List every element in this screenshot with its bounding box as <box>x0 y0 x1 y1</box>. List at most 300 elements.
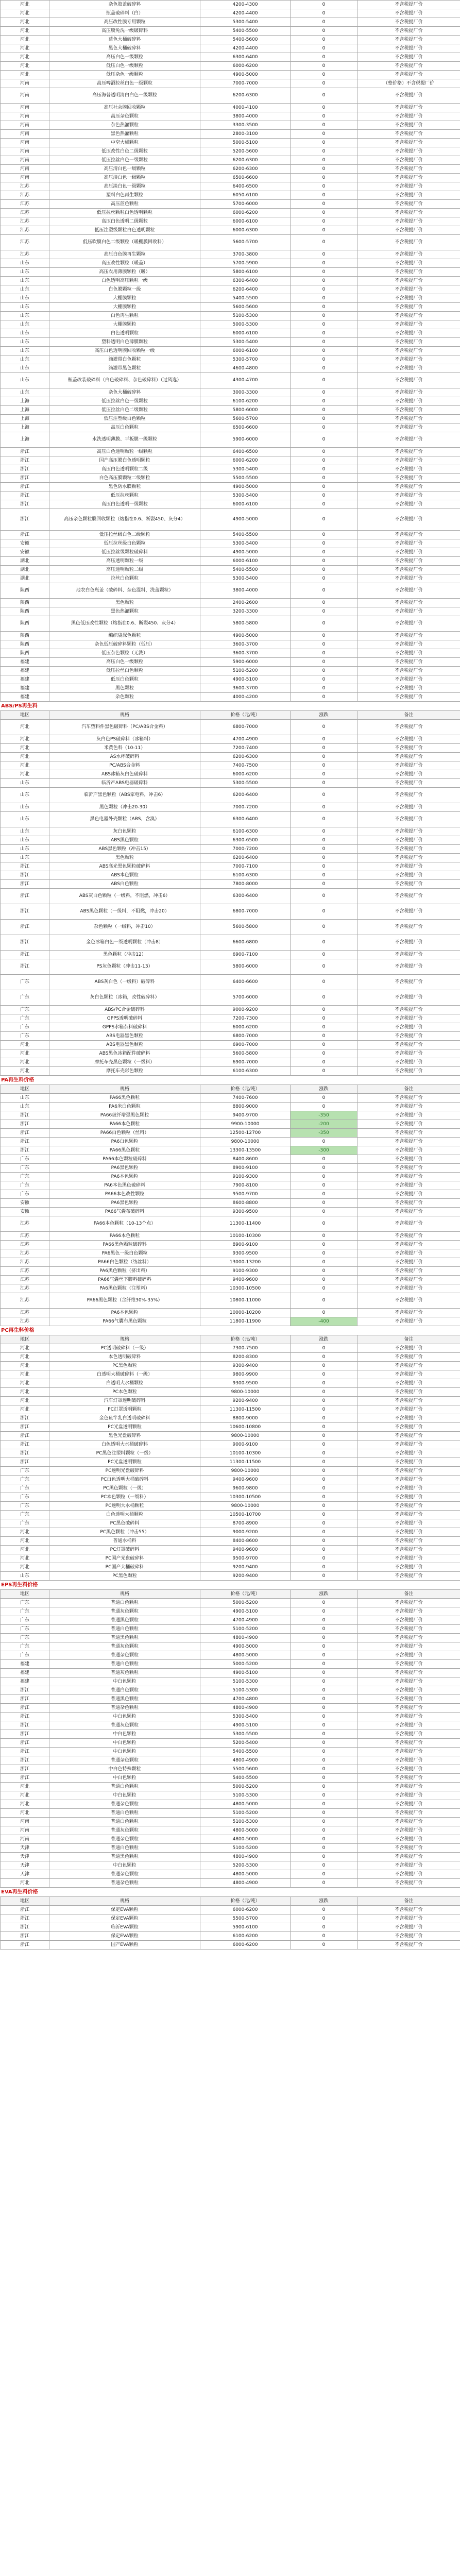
note-cell: 不含税提厂价 <box>357 1835 460 1844</box>
change-cell: 0 <box>291 1502 357 1511</box>
table-row <box>1 684 460 693</box>
column-header-note: 备注 <box>357 1085 460 1094</box>
note-cell: 不含税提厂价 <box>357 88 460 104</box>
change-cell: 0 <box>291 1164 357 1173</box>
region-cell: 浙江 <box>1 871 49 880</box>
note-cell: 不含税提厂价 <box>357 557 460 566</box>
table-row <box>1 104 460 112</box>
product-cell: 普通白色颗粒 <box>49 1625 200 1634</box>
table-row <box>1 735 460 744</box>
change-cell: 0 <box>291 1616 357 1625</box>
note-cell: 不含税提厂价 <box>357 574 460 583</box>
change-cell: 0 <box>291 415 357 423</box>
region-cell: 广东 <box>1 1006 49 1014</box>
change-cell: 0 <box>291 285 357 294</box>
table-row <box>1 500 460 509</box>
product-cell: 本色透明破碎料 <box>49 1353 200 1362</box>
change-cell: 0 <box>291 959 357 975</box>
region-cell: 湖北 <box>1 557 49 566</box>
product-cell: 普通灰色颗粒 <box>49 1721 200 1730</box>
table-row <box>1 1023 460 1032</box>
region-cell: 江苏 <box>1 182 49 191</box>
column-header-product: 规格 <box>49 1335 200 1344</box>
price-cell: 6000-6100 <box>200 347 291 355</box>
table-row <box>1 174 460 182</box>
change-cell: 0 <box>291 1 357 9</box>
region-cell: 山东 <box>1 388 49 397</box>
price-cell: 3200-3300 <box>200 607 291 616</box>
note-cell: 不含税提厂价 <box>357 1414 460 1423</box>
table-row <box>1 1818 460 1826</box>
region-cell: 河南 <box>1 1835 49 1844</box>
table-row <box>1 415 460 423</box>
note-cell: 不含税提厂价 <box>357 1208 460 1216</box>
product-cell: 高压白色一级颗粒 <box>49 53 200 62</box>
table-row <box>1 1835 460 1844</box>
price-cell: 4800-4900 <box>200 1704 291 1713</box>
note-cell: 不含税提厂价 <box>357 277 460 285</box>
note-cell: 不含税提厂价 <box>357 1818 460 1826</box>
region-cell: 河南 <box>1 174 49 182</box>
table-row <box>1 1669 460 1677</box>
section-title: ABS/PS再生料 <box>0 702 460 710</box>
price-cell: 11300-11500 <box>200 1405 291 1414</box>
change-cell: 0 <box>291 862 357 871</box>
product-cell: 低压拉丝白色二级颗粒 <box>49 406 200 415</box>
note-cell: 不含税提厂价 <box>357 1449 460 1458</box>
region-cell: 浙江 <box>1 1432 49 1440</box>
product-cell: GPPS水箱杂料破碎料 <box>49 1023 200 1032</box>
table-row <box>1 845 460 854</box>
note-cell: 不含税提厂价 <box>357 1476 460 1484</box>
change-cell: 0 <box>291 827 357 836</box>
note-cell: 不含税提厂价 <box>357 1432 460 1440</box>
note-cell: 不含税提厂价 <box>357 329 460 338</box>
change-cell: 0 <box>291 667 357 675</box>
price-cell: 6000-6200 <box>200 62 291 71</box>
region-cell: 浙江 <box>1 1129 49 1138</box>
price-cell: 5000-5200 <box>200 1660 291 1669</box>
note-cell: 不含税提厂价 <box>357 259 460 268</box>
change-cell: 0 <box>291 836 357 845</box>
region-cell: 广东 <box>1 1599 49 1607</box>
product-cell: ABS白色颗粒 <box>49 880 200 889</box>
price-cell: 5300-5500 <box>200 779 291 788</box>
table-row <box>1 1607 460 1616</box>
note-cell: 不含税提厂价 <box>357 1748 460 1756</box>
change-cell: 0 <box>291 1783 357 1791</box>
region-cell: 广东 <box>1 1651 49 1660</box>
note-cell: 不含税提厂价 <box>357 1284 460 1293</box>
table-row <box>1 871 460 880</box>
change-cell: 0 <box>291 397 357 406</box>
product-cell: 大棚膜颗粒 <box>49 294 200 303</box>
note-cell: 不含税提厂价 <box>357 1049 460 1058</box>
change-cell: 0 <box>291 1625 357 1634</box>
region-cell: 山东 <box>1 373 49 388</box>
table-row <box>1 364 460 373</box>
note-cell: 不含税提厂价 <box>357 1173 460 1181</box>
product-cell: 白色透明高压颗粒一级 <box>49 277 200 285</box>
note-cell: 不含税提厂价 <box>357 456 460 465</box>
region-cell: 浙江 <box>1 1748 49 1756</box>
product-cell: 中白色颗粒 <box>49 1713 200 1721</box>
price-cell: 4800-4900 <box>200 1756 291 1765</box>
note-cell: 不含税提厂价 <box>357 1120 460 1129</box>
change-cell: 0 <box>291 1879 357 1888</box>
note-cell: 不含税提厂价 <box>357 1546 460 1554</box>
price-cell: 5300-5400 <box>200 574 291 583</box>
change-cell: 0 <box>291 1484 357 1493</box>
table-row <box>1 990 460 1006</box>
change-cell: 0 <box>291 1014 357 1023</box>
price-cell: 6000-6200 <box>200 209 291 217</box>
note-cell: 不含税提厂价 <box>357 147 460 156</box>
note-cell: 不含税提厂价 <box>357 1041 460 1049</box>
price-cell: 5300-5400 <box>200 338 291 347</box>
region-cell: 河北 <box>1 1537 49 1546</box>
product-cell: 白透明大桶破碎料（一级） <box>49 1370 200 1379</box>
table-row <box>1 548 460 557</box>
price-cell: 5100-5200 <box>200 1625 291 1634</box>
price-cell: 6200-6400 <box>200 854 291 862</box>
product-cell: PC黑色颗粒（冲击55） <box>49 1528 200 1537</box>
region-cell: 山东 <box>1 1572 49 1581</box>
table-row <box>1 62 460 71</box>
price-cell: 4900-5100 <box>200 1607 291 1616</box>
note-cell: 不含税提厂价 <box>357 871 460 880</box>
change-cell: 0 <box>291 1511 357 1519</box>
change-cell: 0 <box>291 62 357 71</box>
table-header-row <box>1 1335 460 1344</box>
note-cell: 不含税提厂价 <box>357 779 460 788</box>
price-cell: 6300-6400 <box>200 889 291 904</box>
region-cell: 河北 <box>1 1879 49 1888</box>
note-cell: 不含税提厂价 <box>357 226 460 235</box>
region-cell: 山东 <box>1 854 49 862</box>
region-cell: 浙江 <box>1 904 49 920</box>
product-cell: 黑色颗粒（冲击12） <box>49 951 200 959</box>
price-cell: 9400-9600 <box>200 1476 291 1484</box>
column-header-note: 备注 <box>357 711 460 720</box>
note-cell: 不含税提厂价 <box>357 827 460 836</box>
change-cell: 0 <box>291 1344 357 1353</box>
change-cell: 0 <box>291 1267 357 1276</box>
region-cell: 浙江 <box>1 1923 49 1932</box>
change-cell: 0 <box>291 574 357 583</box>
product-cell: 高压啤酒拉丝白色一级颗粒 <box>49 79 200 88</box>
table-row <box>1 1370 460 1379</box>
product-cell: PA6本色黑色破碎料 <box>49 1181 200 1190</box>
note-cell: 不含税提厂价 <box>357 406 460 415</box>
table-row <box>1 456 460 465</box>
note-cell: 不含税提厂价 <box>357 753 460 761</box>
note-cell: 不含税提厂价 <box>357 1155 460 1164</box>
table-row <box>1 1199 460 1208</box>
region-cell: 山东 <box>1 1103 49 1111</box>
change-cell: 0 <box>291 130 357 139</box>
price-cell: 9000-9200 <box>200 1006 291 1014</box>
product-cell: 灰白色颗粒（冰箱，改性破碎料） <box>49 990 200 1006</box>
product-cell: 黑色颗粒 <box>49 854 200 862</box>
product-cell: PC灯罩破碎料 <box>49 1546 200 1554</box>
table-row <box>1 1730 460 1739</box>
note-cell: 不含税提厂价 <box>357 1362 460 1370</box>
table-row <box>1 1906 460 1914</box>
price-cell: 7000-7200 <box>200 845 291 854</box>
table-row <box>1 88 460 104</box>
product-cell: 临沂产ABS电器破碎料 <box>49 779 200 788</box>
table-row <box>1 1783 460 1791</box>
product-cell: PC/ABS合金料 <box>49 761 200 770</box>
price-cell: 4900-5000 <box>200 509 291 531</box>
note-cell: 不含税提厂价 <box>357 720 460 735</box>
product-cell: PC白色透明大桶破碎料 <box>49 1476 200 1484</box>
product-cell: 拉丝白色颗粒 <box>49 574 200 583</box>
change-cell: 0 <box>291 303 357 312</box>
region-cell: 安徽 <box>1 1208 49 1216</box>
price-cell: 5700-5900 <box>200 259 291 268</box>
table-row <box>1 649 460 658</box>
product-cell: 低压吹膜白色二级颗粒（暖棚膜回收料） <box>49 235 200 250</box>
product-cell: PC黑色破碎料 <box>49 1519 200 1528</box>
product-cell: PA6黑色一级白色颗粒 <box>49 1249 200 1258</box>
price-cell: 6000-6300 <box>200 226 291 235</box>
region-cell: 河北 <box>1 36 49 44</box>
change-cell: 0 <box>291 803 357 812</box>
price-cell: 6800-7000 <box>200 904 291 920</box>
table-row <box>1 320 460 329</box>
price-cell: 5500-5500 <box>200 474 291 483</box>
product-cell: 中白色颗粒 <box>49 1861 200 1870</box>
note-cell: 不含税提厂价 <box>357 566 460 574</box>
change-cell: 0 <box>291 79 357 88</box>
change-cell: 0 <box>291 1704 357 1713</box>
table-row <box>1 539 460 548</box>
price-cell: 9200-9400 <box>200 1572 291 1581</box>
price-cell: 5100-5300 <box>200 312 291 320</box>
table-row <box>1 259 460 268</box>
price-cell: 5800-6100 <box>200 268 291 277</box>
note-cell: 不含税提厂价 <box>357 1241 460 1249</box>
table-header-row <box>1 711 460 720</box>
product-cell: 黑色电器外壳颗粒（ABS，含溴） <box>49 812 200 827</box>
price-cell: 4900-5000 <box>200 1642 291 1651</box>
note-cell: 不含税提厂价 <box>357 1138 460 1146</box>
table-row <box>1 1041 460 1049</box>
note-cell: 不含税提厂价 <box>357 1826 460 1835</box>
price-cell: 5800-5800 <box>200 616 291 632</box>
table-row <box>1 18 460 27</box>
table-row <box>1 904 460 920</box>
region-cell: 河北 <box>1 1379 49 1388</box>
price-cell: 11300-11400 <box>200 1216 291 1232</box>
note-cell: 不含税提厂价 <box>357 1103 460 1111</box>
price-cell: 7800-8000 <box>200 880 291 889</box>
change-cell: 0 <box>291 871 357 880</box>
region-cell: 福建 <box>1 658 49 667</box>
price-cell: 6000-6100 <box>200 217 291 226</box>
change-cell: 0 <box>291 904 357 920</box>
table-row <box>1 1721 460 1730</box>
note-cell: 不含税提厂价 <box>357 415 460 423</box>
table-row <box>1 1704 460 1713</box>
product-cell: 白透明大水桶颗粒 <box>49 1379 200 1388</box>
note-cell: 不含税提厂价 <box>357 812 460 827</box>
region-cell: 福建 <box>1 684 49 693</box>
note-cell: 不含税提厂价 <box>357 959 460 975</box>
region-cell: 山东 <box>1 320 49 329</box>
table-row <box>1 432 460 448</box>
price-cell: 13000-13200 <box>200 1258 291 1267</box>
region-cell: 河北 <box>1 1 49 9</box>
change-cell: 0 <box>291 1861 357 1870</box>
table-row <box>1 788 460 803</box>
change-cell: 0 <box>291 735 357 744</box>
change-cell: 0 <box>291 492 357 500</box>
product-cell: 大棚膜颗粒 <box>49 320 200 329</box>
note-cell: 不含税提厂价 <box>357 1599 460 1607</box>
product-cell: 普通黑色颗粒 <box>49 1634 200 1642</box>
region-cell: 广东 <box>1 1023 49 1032</box>
region-cell: 浙江 <box>1 492 49 500</box>
product-cell: 高压白色一级颗粒 <box>49 658 200 667</box>
change-cell: 0 <box>291 1713 357 1721</box>
change-cell: 0 <box>291 500 357 509</box>
product-cell: 水洗透明薄膜、平板膜一级颗粒 <box>49 432 200 448</box>
note-cell: 不含税提厂价 <box>357 9 460 18</box>
product-cell: 高压白色透明颗粒一级颗粒 <box>49 448 200 456</box>
table-row <box>1 1258 460 1267</box>
product-cell: 普通黑色颗粒 <box>49 1616 200 1625</box>
product-cell: PA6米白色颗粒 <box>49 1103 200 1111</box>
column-header-price: 价格（元/吨） <box>200 1590 291 1599</box>
change-cell: 0 <box>291 483 357 492</box>
region-cell: 河北 <box>1 770 49 779</box>
product-cell: PC黑色注塑料颗粒（一级） <box>49 1449 200 1458</box>
change-cell: -350 <box>291 1129 357 1138</box>
table-row <box>1 1414 460 1423</box>
note-cell: 不含税提厂价 <box>357 217 460 226</box>
product-cell: 高压淡白色一级颗粒 <box>49 174 200 182</box>
product-cell: PC透明大水桶颗粒 <box>49 1502 200 1511</box>
table-row <box>1 1511 460 1519</box>
change-cell: 0 <box>291 1103 357 1111</box>
region-cell: 浙江 <box>1 1423 49 1432</box>
note-cell: 不含税提厂价 <box>357 62 460 71</box>
region-cell: 广东 <box>1 1476 49 1484</box>
change-cell: 0 <box>291 1232 357 1241</box>
price-cell: 8600-8800 <box>200 1199 291 1208</box>
note-cell: 不含税提厂价 <box>357 935 460 951</box>
price-cell: 5100-5300 <box>200 1791 291 1800</box>
table-row <box>1 1423 460 1432</box>
note-cell: 不含税提厂价 <box>357 845 460 854</box>
table-row <box>1 1748 460 1756</box>
change-cell: 0 <box>291 250 357 259</box>
change-cell: 0 <box>291 1199 357 1208</box>
price-cell: 3600-3700 <box>200 684 291 693</box>
change-cell: 0 <box>291 1094 357 1103</box>
table-row <box>1 1006 460 1014</box>
change-cell: 0 <box>291 191 357 200</box>
region-cell: 河北 <box>1 1791 49 1800</box>
table-row <box>1 347 460 355</box>
region-cell: 山东 <box>1 812 49 827</box>
note-cell: 不含税提厂价 <box>357 191 460 200</box>
price-cell: 5800-6000 <box>200 406 291 415</box>
product-cell: 塑料白色再生颗粒 <box>49 191 200 200</box>
price-cell: 6800-7000 <box>200 720 291 735</box>
change-cell: 0 <box>291 259 357 268</box>
price-cell: 5100-5200 <box>200 667 291 675</box>
note-cell: 不含税提厂价 <box>357 1129 460 1138</box>
note-cell: 不含税提厂价 <box>357 1006 460 1014</box>
table-row <box>1 388 460 397</box>
region-cell: 江苏 <box>1 1249 49 1258</box>
region-cell: 浙江 <box>1 1120 49 1129</box>
product-cell: 白色再生颗粒 <box>49 312 200 320</box>
price-cell: 4800-5000 <box>200 1870 291 1879</box>
product-cell: PC透明破碎料（一级） <box>49 1344 200 1353</box>
price-cell: 6300-6400 <box>200 277 291 285</box>
price-cell: 5600-5800 <box>200 1049 291 1058</box>
region-cell: 广东 <box>1 1014 49 1023</box>
change-cell: 0 <box>291 1748 357 1756</box>
price-cell: 6500-6600 <box>200 174 291 182</box>
section-title: PC再生料价格 <box>0 1326 460 1335</box>
change-cell: 0 <box>291 456 357 465</box>
table-row <box>1 492 460 500</box>
change-cell: 0 <box>291 1006 357 1014</box>
table-row <box>1 667 460 675</box>
change-cell: 0 <box>291 329 357 338</box>
region-cell: 浙江 <box>1 500 49 509</box>
product-cell: 米黄色料（10-11） <box>49 744 200 753</box>
note-cell: 不含税提厂价 <box>357 347 460 355</box>
column-header-change: 涨跌 <box>291 1335 357 1344</box>
region-cell: 广东 <box>1 1502 49 1511</box>
price-cell: 4800-5000 <box>200 1800 291 1809</box>
product-cell: 低压白色一级颗粒 <box>49 62 200 71</box>
change-cell: 0 <box>291 566 357 574</box>
region-cell: 河北 <box>1 9 49 18</box>
note-cell: 不含税提厂价 <box>357 1519 460 1528</box>
region-cell: 广东 <box>1 1484 49 1493</box>
table-row <box>1 1774 460 1783</box>
price-cell: 5700-6000 <box>200 200 291 209</box>
region-cell: 山东 <box>1 355 49 364</box>
note-cell: 不含税提厂价 <box>357 492 460 500</box>
price-cell: 6050-6100 <box>200 191 291 200</box>
note-cell: 不含税提厂价 <box>357 397 460 406</box>
note-cell: 不含税提厂价 <box>357 1914 460 1923</box>
price-cell: 4900-5000 <box>200 483 291 492</box>
note-cell: 不含税提厂价 <box>357 1276 460 1284</box>
product-cell: 白色透明大水桶破碎料 <box>49 1440 200 1449</box>
product-cell: ABS电器黑色颗粒 <box>49 1041 200 1049</box>
price-cell: 5300-5400 <box>200 465 291 474</box>
note-cell: 不含税提厂价 <box>357 770 460 779</box>
note-cell: 不含税提厂价 <box>357 1906 460 1914</box>
note-cell: 不含税提厂价 <box>357 1014 460 1023</box>
change-cell: 0 <box>291 1932 357 1941</box>
region-cell: 河北 <box>1 735 49 744</box>
table-row <box>1 209 460 217</box>
table-row <box>1 1208 460 1216</box>
note-cell: 不含税提厂价 <box>357 36 460 44</box>
price-cell: 9100-9300 <box>200 1267 291 1276</box>
